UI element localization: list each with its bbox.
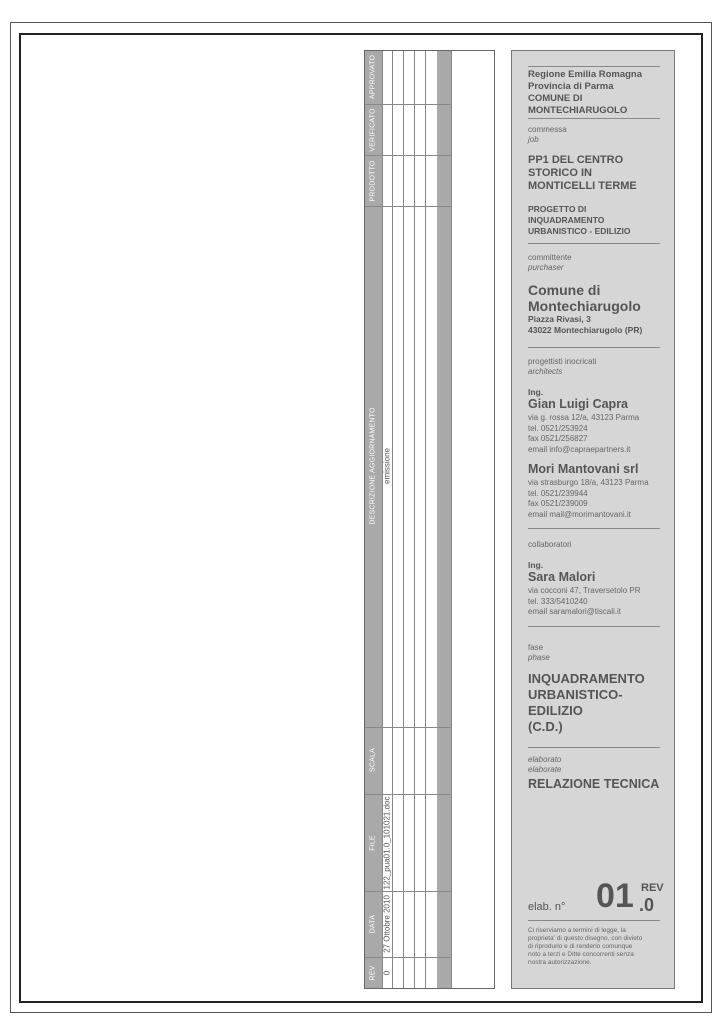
table-divider bbox=[451, 51, 452, 988]
table-row-divider bbox=[365, 891, 451, 892]
architect1-name: Gian Luigi Capra bbox=[528, 397, 629, 411]
phase-title-line: (C.D.) bbox=[528, 719, 563, 734]
table-gray-strip bbox=[437, 51, 451, 988]
project-subtitle-line: URBANISTICO - EDILIZIO bbox=[528, 226, 631, 236]
collab-prefix: Ing. bbox=[528, 560, 544, 570]
project-title-line: PP1 DEL CENTRO bbox=[528, 154, 624, 166]
phase-title bbox=[528, 671, 645, 735]
table-row-divider bbox=[365, 155, 451, 156]
header-file: FILE bbox=[369, 835, 377, 851]
elab-number: 01 bbox=[596, 877, 634, 915]
authority-line: MONTECHIARUGOLO bbox=[528, 105, 628, 116]
architect2-info bbox=[528, 478, 649, 520]
header-prodotto: PRODOTTO bbox=[369, 160, 377, 202]
table-row-divider bbox=[365, 727, 451, 728]
purchaser-label: purchaser bbox=[528, 263, 564, 272]
project-title bbox=[528, 154, 637, 193]
rev-label: REV bbox=[641, 882, 664, 894]
separator bbox=[528, 747, 660, 748]
table-divider bbox=[403, 51, 404, 988]
collab-info-line: via cocconi 47, Traversetolo PR bbox=[528, 586, 641, 595]
collaboratori-label: collaboratori bbox=[528, 540, 572, 549]
client-name-line: Comune di bbox=[528, 282, 601, 298]
client-address-line: 43022 Montechiarugolo (PR) bbox=[528, 325, 643, 335]
elab-label: elab. n° bbox=[528, 901, 566, 913]
legal-note-line: proprieta' di questo disegno, con divieto bbox=[528, 935, 643, 942]
collab-info bbox=[528, 586, 641, 618]
separator bbox=[528, 347, 660, 348]
separator bbox=[528, 118, 660, 119]
separator bbox=[528, 66, 660, 67]
architect2-info-line: tel. 0521/239944 bbox=[528, 488, 588, 498]
table-row-divider bbox=[365, 206, 451, 207]
legal-note bbox=[528, 927, 642, 967]
table-row-divider bbox=[365, 957, 451, 958]
client-address-line: Piazza Rivasi, 3 bbox=[528, 314, 591, 324]
legal-note-line: nostra autorizzazione. bbox=[528, 959, 592, 966]
architect1-info-line: via g. rossa 12/a, 43123 Parma bbox=[528, 413, 640, 422]
revision-table bbox=[364, 50, 495, 989]
table-row-divider bbox=[365, 104, 451, 105]
architect1-info-line: tel. 0521/253924 bbox=[528, 423, 588, 433]
row-file: 122_pua01.0_101021.doc bbox=[382, 796, 392, 890]
collab-info-line: email saramalori@tiscali.it bbox=[528, 607, 622, 616]
separator bbox=[528, 920, 660, 921]
authority-line: COMUNE DI bbox=[528, 93, 583, 104]
header-verificato: VERIFICATO bbox=[369, 108, 377, 152]
architects-label: architects bbox=[528, 367, 563, 376]
row-descrizione: emissione bbox=[382, 447, 392, 485]
elaborate-title: RELAZIONE TECNICA bbox=[528, 777, 660, 791]
legal-note-line: di riprodurlo e di renderlo comunque bbox=[528, 943, 633, 950]
phase-title-line: URBANISTICO- bbox=[528, 687, 623, 702]
separator bbox=[528, 528, 660, 529]
header-descrizione: DESCRIZIONE AGGIORNAMENTO bbox=[369, 407, 377, 525]
architect2-info-line: fax 0521/239009 bbox=[528, 499, 588, 508]
project-subtitle bbox=[528, 204, 630, 237]
elaborato-label: elaborato bbox=[528, 755, 562, 764]
committente-label: committente bbox=[528, 253, 572, 262]
table-row-divider bbox=[365, 794, 451, 795]
table-divider bbox=[392, 51, 393, 988]
separator bbox=[528, 626, 660, 627]
elaborate-label: elaborate bbox=[528, 765, 562, 774]
table-divider bbox=[425, 51, 426, 988]
client-address bbox=[528, 314, 642, 336]
architect2-info-line: via strasburgo 18/a, 43123 Parma bbox=[528, 478, 649, 487]
header-data: DATA bbox=[369, 914, 377, 934]
header-approvato: APPROVATO bbox=[369, 54, 377, 100]
legal-note-line: noto a terzi e Ditte concorrenti senza bbox=[528, 951, 634, 958]
job-label: job bbox=[528, 135, 539, 144]
separator bbox=[528, 243, 660, 244]
title-block bbox=[511, 50, 675, 989]
project-subtitle-line: PROGETTO DI bbox=[528, 204, 587, 214]
header-scala: SCALA bbox=[369, 748, 377, 772]
phase-title-line: INQUADRAMENTO bbox=[528, 671, 645, 686]
project-subtitle-line: INQUADRAMENTO bbox=[528, 215, 605, 225]
client-name-line: Montechiarugolo bbox=[528, 298, 641, 314]
progettisti-label: progettisti inocricati bbox=[528, 357, 597, 366]
architect2-info-line: email mail@morimantovani.it bbox=[528, 509, 631, 519]
commessa-label: commessa bbox=[528, 125, 567, 134]
authority-block bbox=[528, 69, 642, 117]
phase-label: phase bbox=[528, 653, 550, 662]
phase-title-line: EDILIZIO bbox=[528, 703, 583, 718]
architect1-info-line: fax 0521/256827 bbox=[528, 434, 588, 443]
collab-name: Sara Malori bbox=[528, 570, 596, 584]
authority-line: Provincia di Parma bbox=[528, 81, 614, 92]
row-data: 27 Ottobre 2010 bbox=[382, 895, 392, 953]
project-title-line: STORICO IN bbox=[528, 167, 592, 179]
fase-label: fase bbox=[528, 643, 544, 652]
architect1-info-line: email info@capraepartners.it bbox=[528, 444, 631, 454]
table-divider bbox=[414, 51, 415, 988]
architect1-prefix: Ing. bbox=[528, 387, 544, 397]
architect1-info bbox=[528, 413, 639, 455]
collab-info-line: tel. 333/5410240 bbox=[528, 596, 588, 606]
architect2-name: Mori Mantovani srl bbox=[528, 462, 639, 476]
project-title-line: MONTICELLI TERME bbox=[528, 180, 637, 192]
client-name bbox=[528, 282, 641, 314]
row-rev: 0 bbox=[382, 970, 392, 976]
header-rev: REV bbox=[369, 965, 377, 981]
authority-line: Regione Emilia Romagna bbox=[528, 69, 643, 80]
rev-value: .0 bbox=[639, 895, 655, 915]
legal-note-line: Ci riserviamo a termini di legge, la bbox=[528, 927, 626, 934]
